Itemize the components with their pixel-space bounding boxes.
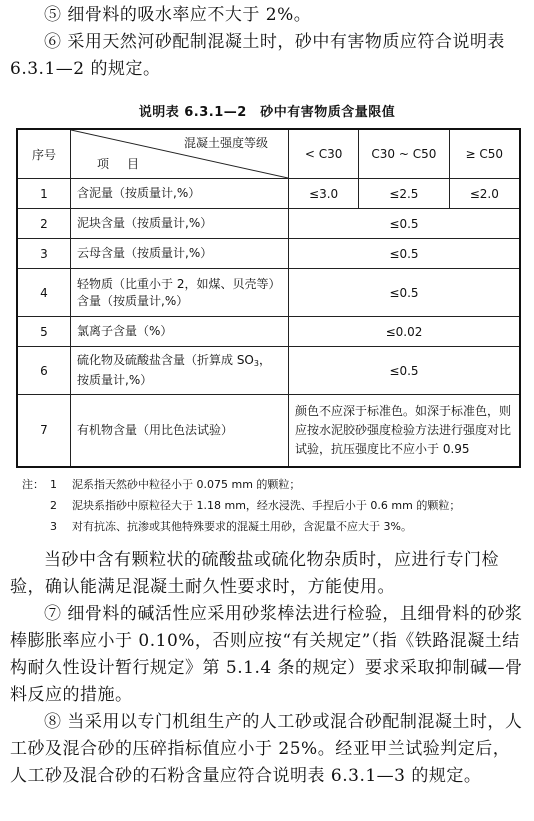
row-item: 轻物质（比重小于 2，如煤、贝壳等）含量（按质量计,%） [71, 269, 289, 317]
row-item: 含泥量（按质量计,%） [71, 179, 289, 209]
table-caption: 说明表 6.3.1—2 砂中有害物质含量限值 [138, 105, 396, 120]
note-lead: 注： [22, 477, 44, 491]
header-item-label: 项目 [97, 157, 158, 171]
row-item [71, 347, 289, 395]
body-paragraph-alkali: ⑦ 细骨料的碱活性应采用砂浆棒法进行检验，且细骨料的砂浆棒膨胀率应小于 0.10%，否则应按“有关规定”（指《铁路混凝土结构耐久性设计暂行规定》第 5.1.4 条的规定）要求采取抑制碱—骨料反应的措施。 [10, 603, 523, 705]
row-no: 1 [17, 179, 71, 209]
note-item [22, 474, 524, 495]
row-value-merged: ≤0.5 [289, 239, 521, 269]
note-number: 2 [50, 498, 57, 512]
body-paragraph-artificial-sand: ⑧ 当采用以专门机组生产的人工砂或混合砂配制混凝土时，人工砂及混合砂的压碎指标值应小于 25%。经亚甲兰试验判定后，人工砂及混合砂的石粉含量应符合说明表 6.3.1—3 的规定。 [10, 711, 523, 786]
row-value-merged: ≤0.5 [289, 209, 521, 239]
row-value-c30-c50: ≤2.5 [359, 179, 449, 209]
header-no: 序号 [17, 129, 71, 179]
harmful-substances-table [16, 128, 521, 468]
row-item-subscript: 3 [253, 359, 259, 368]
body-paragraph-sulfate: 当砂中含有颗粒状的硫酸盐或硫化物杂质时，应进行专门检验，确认能满足混凝土耐久性要求时，方能使用。 [10, 549, 499, 597]
intro-item-6: ⑥ 采用天然河砂配制混凝土时，砂中有害物质应符合说明表 6.3.1—2 的规定。 [10, 32, 505, 79]
table-row [17, 209, 520, 239]
row-item: 氯离子含量（%） [71, 317, 289, 347]
table-header-row [17, 129, 520, 179]
header-grade-label: 混凝土强度等级 [183, 136, 268, 150]
note-item [22, 495, 524, 516]
table-row [17, 269, 520, 317]
note-text: 泥块系指砂中原粒径大于 1.18 mm，经水浸洗、手捏后小于 0.6 mm 的颗粒； [72, 498, 461, 512]
row-value-merged: ≤0.5 [289, 269, 521, 317]
row-item: 泥块含量（按质量计,%） [71, 209, 289, 239]
row-no: 6 [17, 347, 71, 395]
row-value-merged: ≤0.5 [289, 347, 521, 395]
table-row [17, 347, 520, 395]
note-number: 3 [50, 519, 57, 533]
row-item-part-a: 硫化物及硫酸盐含量（折算成 SO [77, 353, 254, 367]
note-item [22, 516, 524, 537]
header-diagonal-cell [71, 129, 289, 179]
table-row [17, 395, 520, 467]
row-item: 云母含量（按质量计,%） [71, 239, 289, 269]
row-no: 5 [17, 317, 71, 347]
row-value-below-c30: ≤3.0 [289, 179, 359, 209]
row-value-merged: ≤0.02 [289, 317, 521, 347]
table-row [17, 239, 520, 269]
row-no: 4 [17, 269, 71, 317]
note-text: 对有抗冻、抗渗或其他特殊要求的混凝土用砂，含泥量不应大于 3%。 [72, 519, 412, 533]
table-notes [22, 474, 524, 537]
header-col-c30-c50: C30 ~ C50 [359, 129, 449, 179]
header-col-above-c50: ≥ C50 [449, 129, 520, 179]
intro-item-5: ⑤ 细骨料的吸水率应不大于 2%。 [44, 5, 312, 25]
row-no: 7 [17, 395, 71, 467]
table-row [17, 179, 520, 209]
row-item-part-b: ，按质量计,%） [77, 353, 271, 387]
note-text: 泥系指天然砂中粒径小于 0.075 mm 的颗粒； [72, 477, 301, 491]
table-row [17, 317, 520, 347]
row-value-above-c50: ≤2.0 [449, 179, 520, 209]
row-no: 3 [17, 239, 71, 269]
row-value-merged: 颜色不应深于标准色。如深于标准色，则应按水泥胶砂强度检验方法进行强度对比试验，抗压强度比不应小于 0.95 [289, 395, 521, 467]
header-col-below-c30: < C30 [289, 129, 359, 179]
row-item: 有机物含量（用比色法试验） [71, 395, 289, 467]
row-no: 2 [17, 209, 71, 239]
note-number: 1 [50, 477, 57, 491]
